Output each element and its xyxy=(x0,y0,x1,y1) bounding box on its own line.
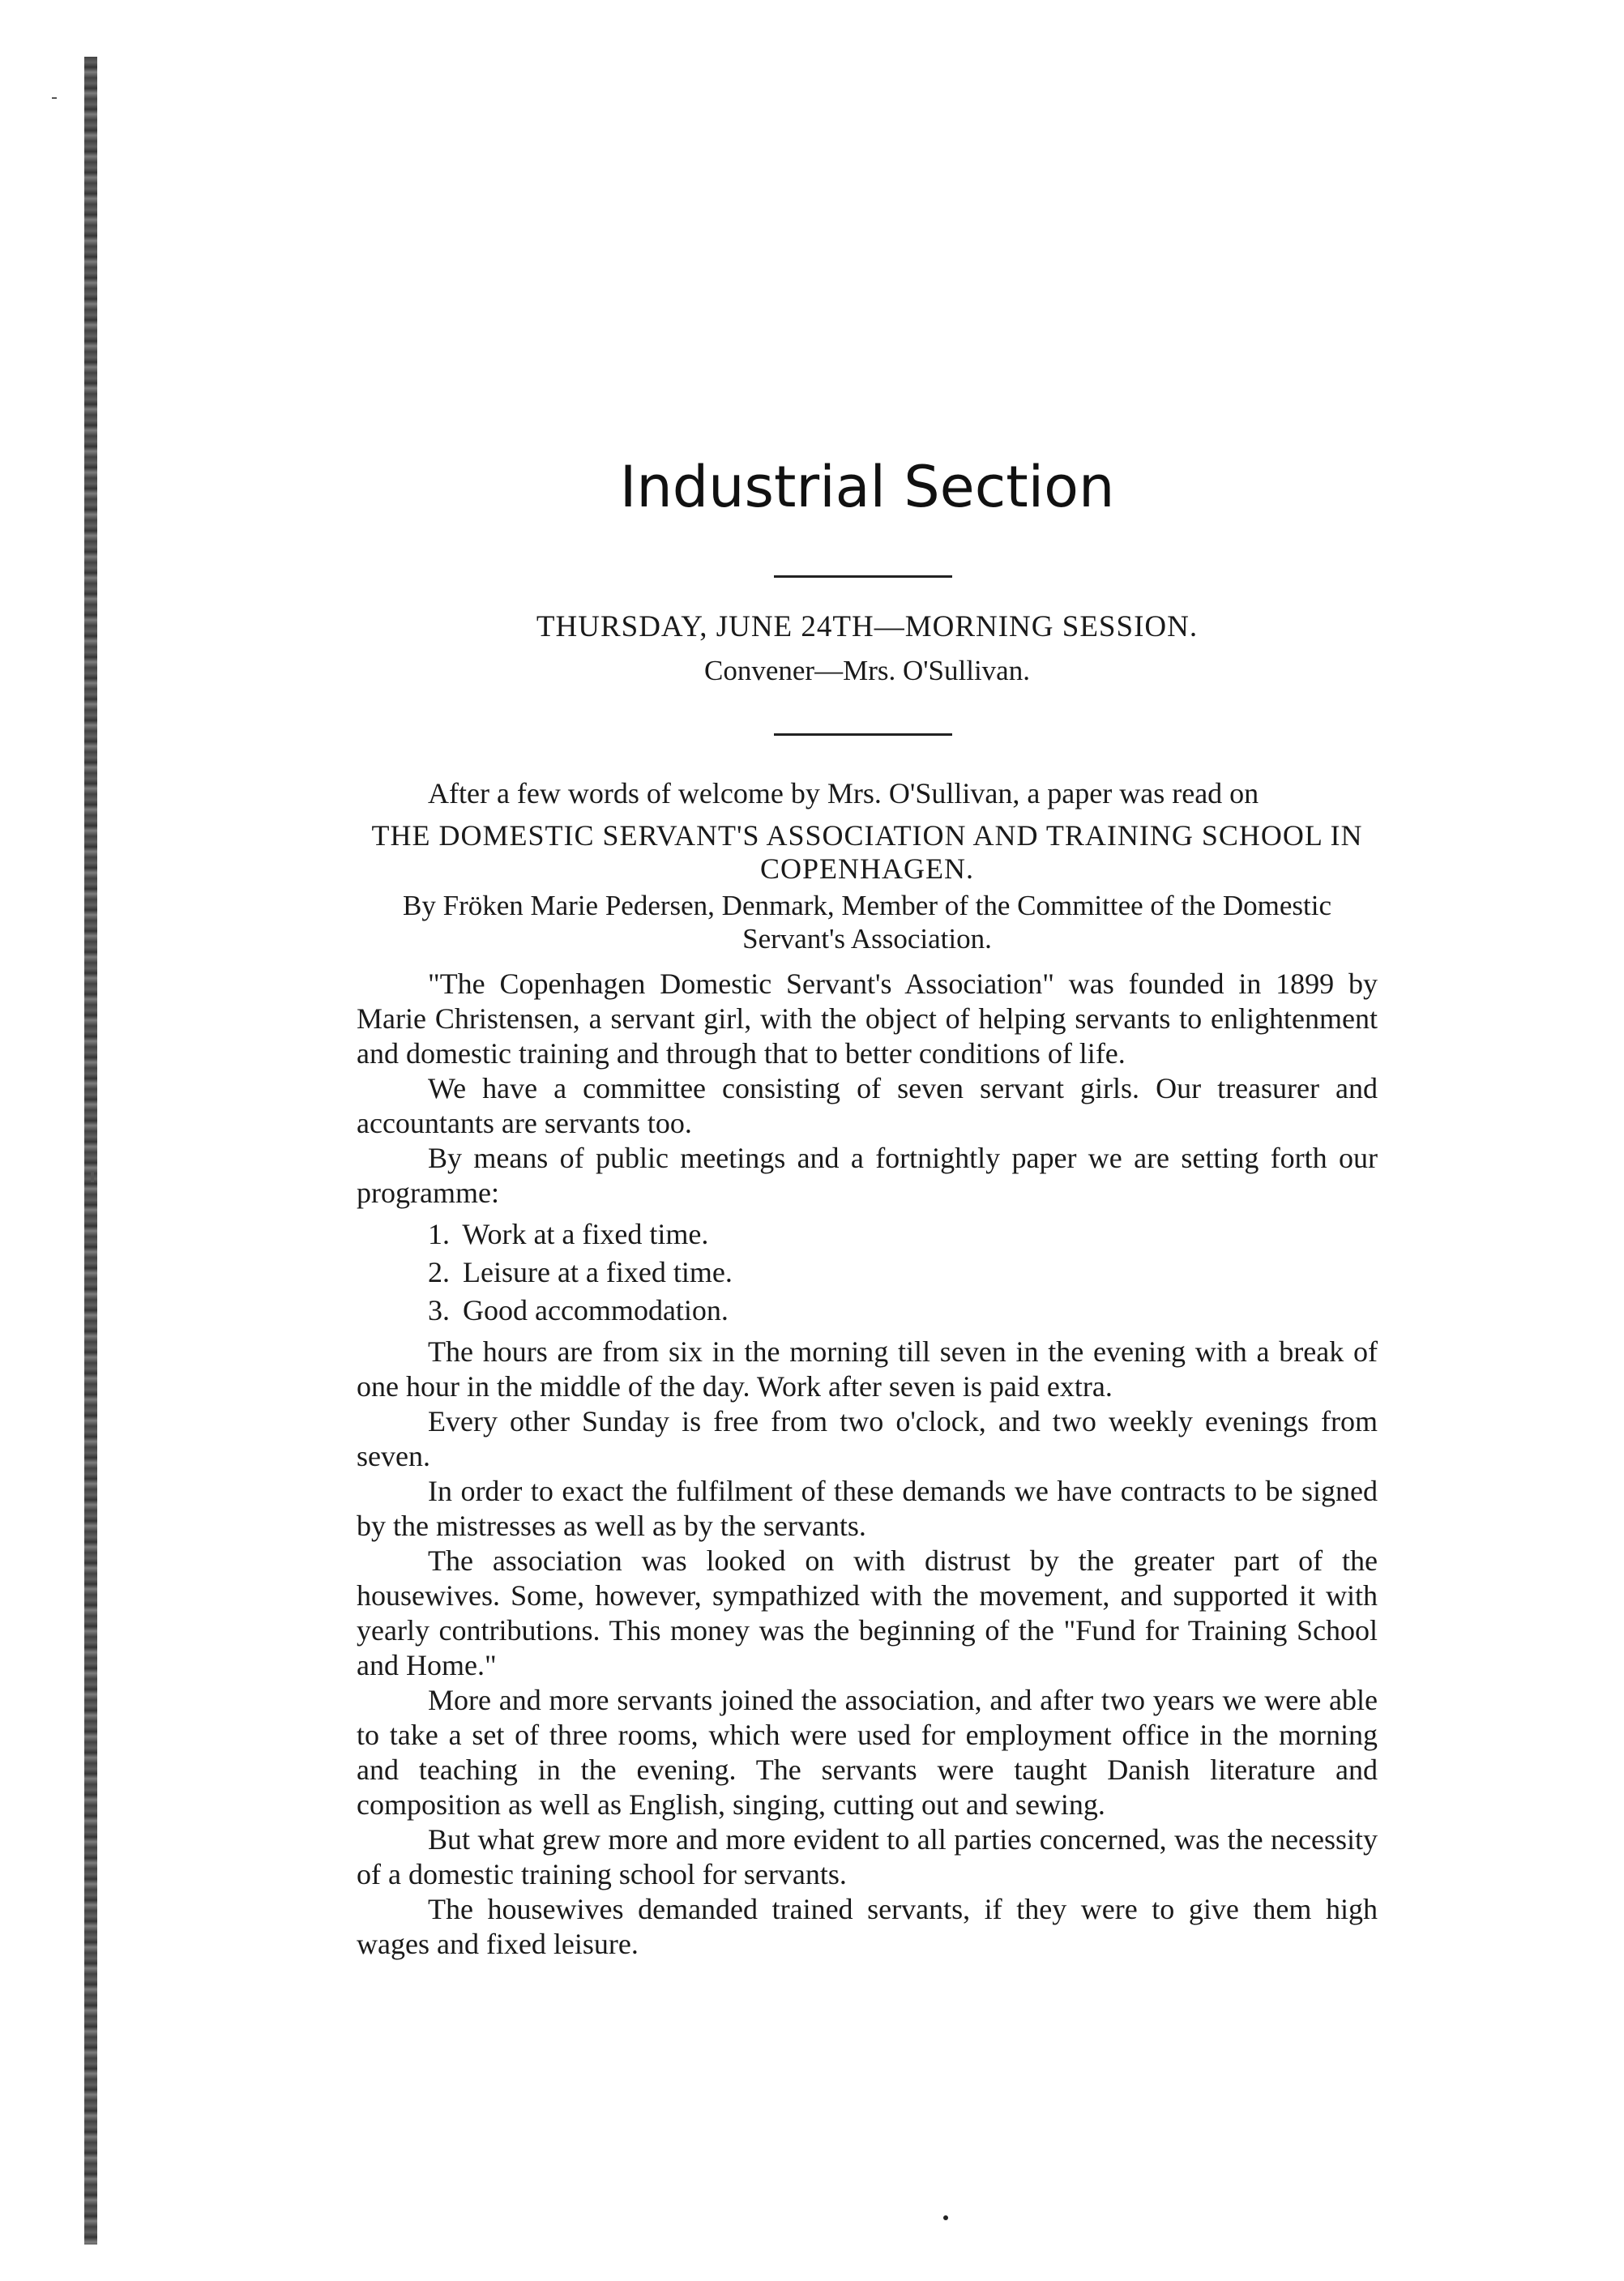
paragraph: The housewives demanded trained servants, if they were to give them high wages and fixed leisure. xyxy=(357,1893,1378,1960)
paragraph: In order to exact the fulfilment of these demands we have contracts to be signed by the mistresses as well as by the servants. xyxy=(357,1475,1378,1542)
list-number: 1. xyxy=(428,1218,450,1250)
list-item xyxy=(357,1292,1378,1330)
paragraph: More and more servants joined the association, and after two years we were able to take a set of three rooms, which were used for employment office in the morning and teaching in the evening. The servants were taught Danish literature and composition as well as English, singing, cutting out and sewing. xyxy=(357,1684,1378,1821)
section-title: Industrial Section xyxy=(619,454,1115,520)
intro-paragraph: After a few words of welcome by Mrs. O'Sullivan, a paper was read on xyxy=(428,777,1259,809)
programme-list xyxy=(357,1215,1378,1330)
session-divider xyxy=(774,733,952,736)
article-body xyxy=(357,776,1378,1962)
paper-title: THE DOMESTIC SERVANT'S ASSOCIATION AND TRAINING SCHOOL IN COPENHAGEN. xyxy=(371,819,1363,885)
page-mark xyxy=(943,2215,948,2220)
paragraph: We have a committee consisting of seven servant girls. Our treasurer and accountants are servants too. xyxy=(357,1072,1378,1139)
list-item xyxy=(357,1254,1378,1292)
title-divider xyxy=(774,575,952,578)
paragraph: The association was looked on with distrust by the greater part of the housewives. Some, however, sympathized with the movement, and supported it with yearly contributions. This money was the beginning of the "Fund for Training School and Home." xyxy=(357,1544,1378,1681)
list-item xyxy=(357,1215,1378,1254)
list-text: Work at a fixed time. xyxy=(462,1218,709,1250)
page-binding-edge xyxy=(84,57,97,2245)
scan-speck xyxy=(91,1171,94,1182)
paragraph: Every other Sunday is free from two o'clock, and two weekly evenings from seven. xyxy=(357,1405,1378,1472)
paragraph: But what grew more and more evident to all parties concerned, was the necessity of a domestic training school for servants. xyxy=(357,1823,1378,1890)
list-text: Good accommodation. xyxy=(463,1294,729,1326)
paper-byline: By Fröken Marie Pedersen, Denmark, Member of the Committee of the Domestic Servant's Association. xyxy=(403,890,1331,955)
list-text: Leisure at a fixed time. xyxy=(463,1256,733,1288)
paragraph: The hours are from six in the morning till seven in the evening with a break of one hour in the middle of the day. Work after seven is paid extra. xyxy=(357,1335,1378,1403)
paragraph: By means of public meetings and a fortnightly paper we are setting forth our programme: xyxy=(357,1142,1378,1209)
scan-speck xyxy=(52,97,57,99)
session-heading: THURSDAY, JUNE 24TH—MORNING SESSION. xyxy=(536,610,1199,643)
list-number: 3. xyxy=(428,1294,450,1326)
list-number: 2. xyxy=(428,1256,450,1288)
convener-line: Convener—Mrs. O'Sullivan. xyxy=(704,655,1030,686)
paragraph: "The Copenhagen Domestic Servant's Association" was founded in 1899 by Marie Christensen, a servant girl, with the object of helping servants to enlightenment and domestic training and through that to better conditions of life. xyxy=(357,968,1378,1070)
